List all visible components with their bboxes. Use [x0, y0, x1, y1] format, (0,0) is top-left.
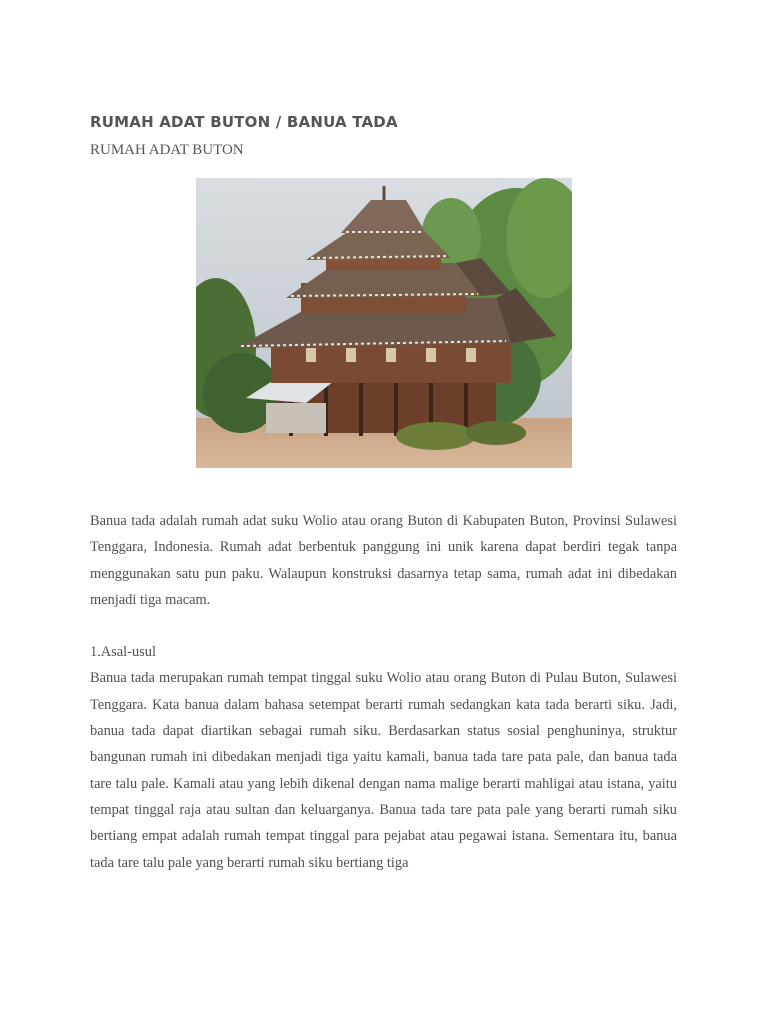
- paragraph-intro: Banua tada adalah rumah adat suku Wolio atau orang Buton di Kabupaten Buton, Provinsi Sulawesi Tenggara, Indonesia. Rumah adat berbentuk panggung ini unik karena dapat berdiri tegak tanpa menggunakan satu pun paku. Walaupun konstruksi dasarnya tetap sama, rumah adat ini dibedakan menjadi tiga macam.: [90, 513, 677, 608]
- banua-tada-house-photo: [196, 178, 572, 468]
- document-subtitle: RUMAH ADAT BUTON: [90, 142, 244, 158]
- document-page: [90, 110, 677, 876]
- paragraph-asal-usul: Banua tada merupakan rumah tempat tinggal suku Wolio atau orang Buton di Pulau Buton, Sulawesi Tenggara. Kata banua dalam bahasa setempat berarti rumah sedangkan kata tada berarti siku. Jadi, banua tada dapat diartikan sebagai rumah siku. Berdasarkan status sosial penghuninya, struktur bangunan rumah ini dibedakan menjadi tiga yaitu kamali, banua tada tare pata pale, dan banua tada tare talu pale. Kamali atau yang lebih dikenal dengan nama malige berarti mahligai atau istana, yaitu tempat tinggal raja atau sultan dan keluarganya. Banua tada tare pata pale yang berarti rumah siku bertiang empat adalah rumah tempat tinggal para pejabat atau pegawai istana. Sementara itu, banua tada tare talu pale yang berarti rumah siku bertiang tiga: [90, 670, 677, 871]
- section-heading: 1.Asal-usul: [90, 644, 156, 661]
- document-title: RUMAH ADAT BUTON / BANUA TADA: [90, 113, 398, 131]
